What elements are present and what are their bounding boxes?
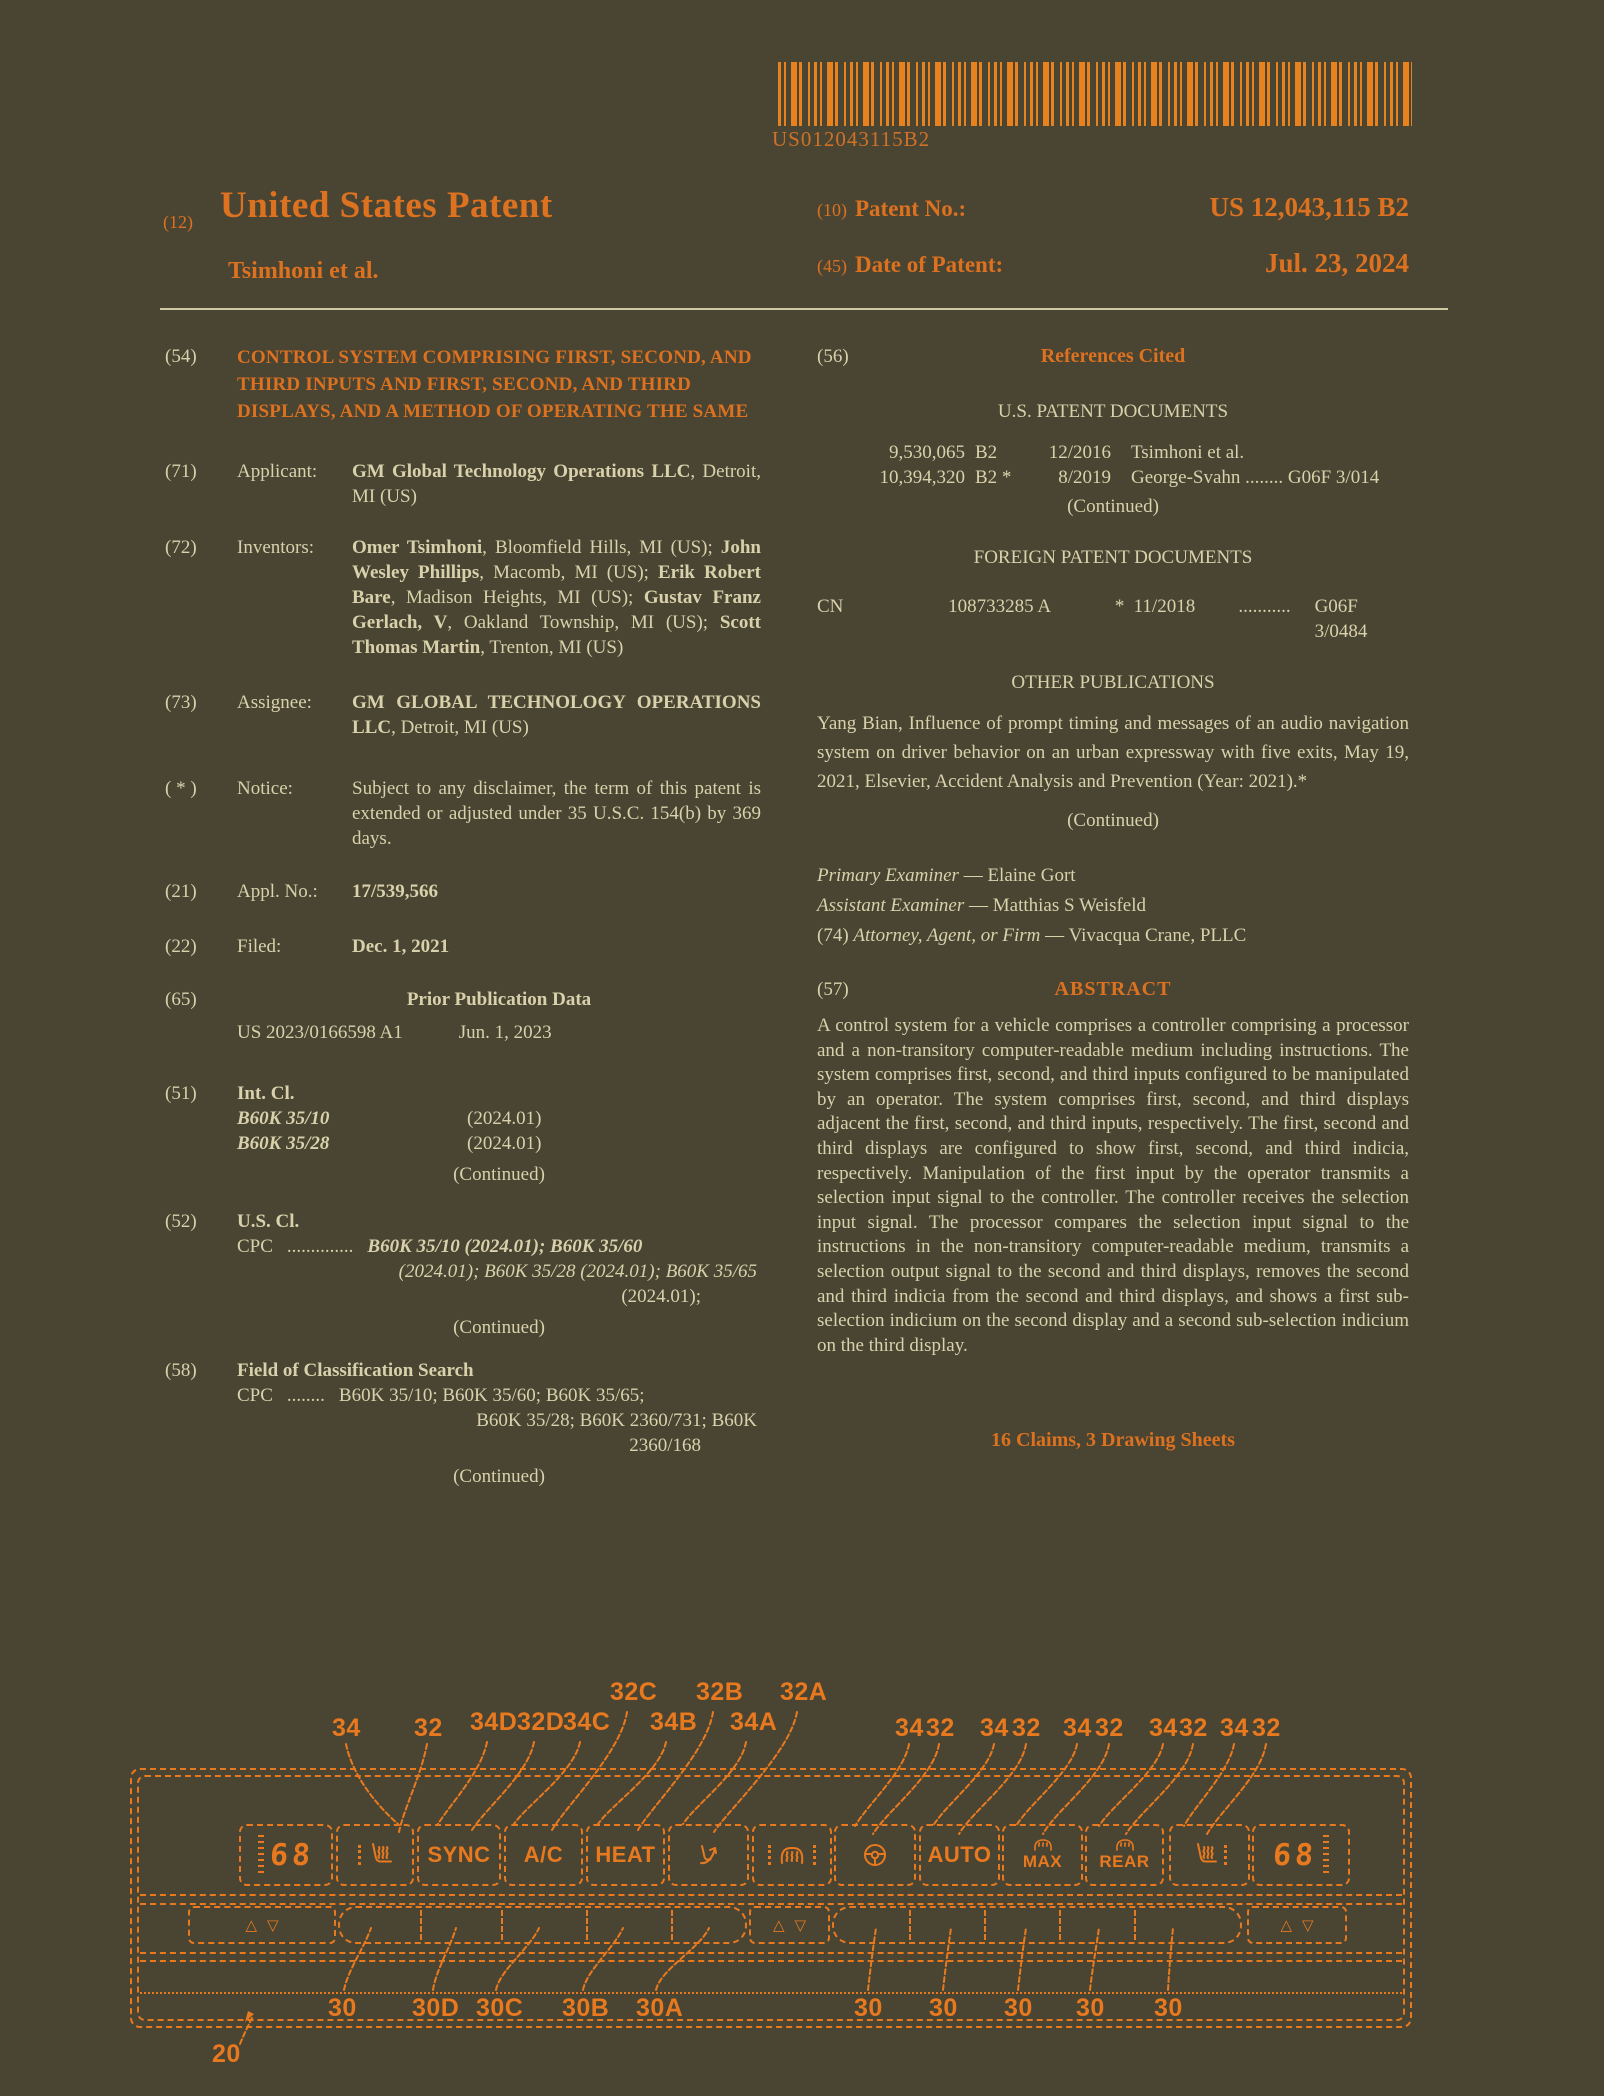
ref-label-panel: 20 — [212, 2040, 241, 2068]
ref-label: 32A — [780, 1678, 828, 1706]
level-dots-icon — [813, 1845, 816, 1865]
seven-segment-value: 68 — [1271, 1837, 1319, 1873]
section-72-inventors — [165, 535, 761, 660]
cpc-line: CPC .............. B60K 35/10 (2024.01); B60K 35/60 — [237, 1236, 643, 1257]
ref-label: 30C — [476, 1994, 524, 2022]
scale-ticks-icon — [1323, 1835, 1329, 1875]
air-distribution-icon — [696, 1842, 722, 1868]
field-number: (22) — [165, 936, 197, 957]
heated-steering-icon — [862, 1842, 888, 1868]
ref-label: 30D — [412, 1994, 460, 2022]
abstract-text: A control system for a vehicle comprises a controller comprising a processor and a non-transitory computer-readable medium including instructions. The system comprises first, second, and third inputs configured to be manipulated by an operator. The system comprises first, second, and third displays adjacent the first, second, and third inputs, respectively. The first, second and third displays are configured to show first, second, and third indicia, respectively. Manipulation of the first input by the operator transmits a selection input signal to the controller. The controller receives the selection input signal. The processor compares the selection input signal to the instructions in the non-transitory computer-readable medium, transmits a selection output signal to the second and third displays, removes the second and third indicia from the second and third displays, and shows a first sub-selection indicium on the second display and a second sub-selection indicium on the third display. — [817, 1015, 1409, 1356]
us-cl-heading: U.S. Cl. — [237, 1211, 300, 1232]
patent-no-value: US 12,043,115 B2 — [1209, 192, 1409, 222]
header-divider — [160, 308, 1448, 310]
section-54-title — [165, 344, 761, 425]
ref-label: 32 — [1179, 1714, 1208, 1742]
prior-publication-row — [237, 1020, 761, 1045]
cpc-line: 2360/168 — [629, 1435, 701, 1456]
appl-no-label: Appl. No.: — [237, 881, 318, 902]
figure-1-control-panel — [0, 1656, 1604, 2096]
field-number: (72) — [165, 537, 197, 558]
control-panel-inner-outline — [137, 1775, 1405, 2021]
section-58-field-of-search — [165, 1358, 761, 1489]
us-patent-row: 9,530,065 B2 12/2016 Tsimhoni et al. — [889, 442, 1245, 463]
cpc-line: (2024.01); B60K 35/28 (2024.01); B60K 35/65 — [398, 1261, 757, 1282]
date-of-patent-label: Date of Patent: — [855, 252, 1004, 277]
field-number-12: (12) — [163, 212, 193, 232]
left-column — [165, 344, 761, 1489]
assignee-label: Assignee: — [237, 692, 312, 713]
references-cited-heading: References Cited — [1040, 345, 1186, 367]
ref-label: 30 — [1004, 1994, 1033, 2022]
temperature-display-right — [1252, 1824, 1350, 1886]
ref-label: 32C — [610, 1678, 658, 1706]
claims-line: 16 Claims, 3 Drawing Sheets — [991, 1429, 1235, 1452]
auto-button: AUTO — [919, 1824, 1000, 1886]
notice-text: Subject to any disclaimer, the term of this patent is extended or adjusted under 35 U.S.C. 154(b) by 369 days. — [352, 778, 761, 849]
prior-publication-heading: Prior Publication Data — [406, 989, 592, 1010]
field-number-10: (10) — [817, 200, 847, 220]
heated-seat-right-button — [1169, 1824, 1250, 1886]
temp-updown-left — [188, 1906, 336, 1944]
continued-note: (Continued) — [453, 1317, 545, 1338]
heated-steering-button — [834, 1824, 916, 1886]
field-number: (58) — [165, 1360, 197, 1381]
right-column — [817, 344, 1409, 1453]
rear-defrost-button: REAR — [1085, 1824, 1164, 1886]
temp-updown-center — [749, 1906, 830, 1944]
ac-button: A/C — [504, 1824, 583, 1886]
section-57-abstract — [817, 977, 1409, 1453]
panel-divider-dotted — [140, 1992, 1402, 1994]
publication-date: Jun. 1, 2023 — [458, 1022, 552, 1043]
down-triangle-icon: ▽ — [794, 1916, 807, 1934]
ref-label: 30B — [562, 1994, 610, 2022]
heated-seat-left-button — [336, 1824, 414, 1886]
level-dots-icon — [768, 1845, 771, 1865]
level-dots-icon — [358, 1845, 361, 1865]
field-number: (57) — [817, 979, 849, 1000]
publication-number: US 2023/0166598 A1 — [237, 1022, 403, 1043]
ref-label: 30A — [636, 1994, 684, 2022]
panel-divider — [140, 1952, 1402, 1954]
section-65-prior-publication — [165, 987, 761, 1045]
ref-label: 34A — [730, 1708, 778, 1736]
int-cl-entry: B60K 35/10 (2024.01) — [237, 1108, 542, 1129]
ref-label: 30 — [1076, 1994, 1105, 2022]
air-distribution-button — [668, 1824, 749, 1886]
cpc-line: (2024.01); — [621, 1286, 701, 1307]
section-56-references — [817, 344, 1409, 369]
scale-ticks-icon — [258, 1835, 264, 1875]
ref-label: 32 — [1095, 1714, 1124, 1742]
patent-no-label: Patent No.: — [855, 196, 967, 221]
ref-label: 32D — [517, 1708, 565, 1736]
barcode — [778, 62, 1412, 126]
field-number: (54) — [165, 346, 197, 367]
appl-no-value: 17/539,566 — [352, 881, 439, 902]
field-number: (21) — [165, 881, 197, 902]
cpc-line: B60K 35/28; B60K 2360/731; B60K — [476, 1410, 757, 1431]
down-triangle-icon: ▽ — [1302, 1916, 1314, 1934]
attorney-line: (74) Attorney, Agent, or Firm — Vivacqua Crane, PLLC — [817, 925, 1247, 946]
primary-examiner-line: Primary Examiner — Elaine Gort — [817, 865, 1076, 886]
foreign-patent-row: CN 108733285 A * 11/2018 ........... G06F 3/0484 — [817, 596, 1368, 642]
ref-label: 30 — [328, 1994, 357, 2022]
assistant-examiner-line: Assistant Examiner — Matthias S Weisfeld — [817, 895, 1147, 916]
defrost-mini-icon — [1114, 1838, 1136, 1851]
section-notice — [165, 776, 761, 851]
date-of-patent-value: Jul. 23, 2024 — [1264, 248, 1409, 278]
ref-label: 34 — [1063, 1714, 1092, 1742]
field-number: (56) — [817, 346, 849, 367]
field-number: (65) — [165, 989, 197, 1010]
max-defrost-button: MAX — [1002, 1824, 1083, 1886]
inventor-byline: Tsimhoni et al. — [228, 258, 379, 284]
patent-date-row — [817, 248, 1409, 279]
heated-seat-icon — [1192, 1842, 1218, 1868]
ref-label: 34 — [332, 1714, 361, 1742]
us-patent-documents-heading: U.S. PATENT DOCUMENTS — [997, 401, 1229, 422]
up-triangle-icon: △ — [245, 1916, 257, 1934]
foreign-patent-documents-heading: FOREIGN PATENT DOCUMENTS — [973, 547, 1253, 568]
cpc-line: CPC ........ B60K 35/10; B60K 35/60; B60K 35/65; — [237, 1385, 645, 1406]
level-dots-icon — [1224, 1845, 1227, 1865]
ref-label: 30 — [1154, 1994, 1183, 2022]
other-publications-text: Yang Bian, Influence of prompt timing and messages of an audio navigation system on driver behavior on an urban expressway with five exits, May 19, 2021, Elsevier, Accident Analysis and Prevention (Year: 2021).* — [817, 713, 1409, 792]
field-search-heading: Field of Classification Search — [237, 1360, 474, 1381]
rocker-strip-right — [832, 1906, 1242, 1944]
field-number: (52) — [165, 1211, 197, 1232]
ref-label: 30 — [929, 1994, 958, 2022]
section-71-applicant — [165, 459, 761, 509]
field-number: (71) — [165, 461, 197, 482]
ref-label: 34D — [470, 1708, 518, 1736]
up-triangle-icon: △ — [772, 1916, 785, 1934]
inventors-label: Inventors: — [237, 537, 315, 558]
up-triangle-icon: △ — [1280, 1916, 1292, 1934]
ref-label: 34C — [563, 1708, 611, 1736]
rocker-strip-left — [338, 1906, 747, 1944]
ref-label: 32 — [1012, 1714, 1041, 1742]
us-patent-row: 10,394,320 B2 * 8/2019 George-Svahn ........ G06F 3/014 — [879, 467, 1380, 488]
ref-label: 32B — [696, 1678, 744, 1706]
front-defrost-button — [752, 1824, 832, 1886]
ref-label: 34 — [1220, 1714, 1249, 1742]
section-21-appl-no — [165, 879, 761, 904]
applicant-text: GM Global Technology Operations LLC, Detroit, MI (US) — [352, 461, 761, 507]
ref-label: 32 — [414, 1714, 443, 1742]
defrost-mini-icon — [1032, 1838, 1054, 1851]
continued-note: (Continued) — [1067, 810, 1159, 831]
temp-updown-right — [1247, 1906, 1347, 1944]
inventors-text: Omer Tsimhoni, Bloomfield Hills, MI (US); John Wesley Phillips, Macomb, MI (US); Erik Robert Bare, Madison Heights, MI (US); Gustav Franz Gerlach, V, Oakland Township, MI (US); Scott Thomas Martin, Trenton, MI (US) — [352, 537, 761, 658]
field-number: (73) — [165, 692, 197, 713]
continued-note: (Continued) — [453, 1466, 545, 1487]
section-73-assignee — [165, 690, 761, 740]
panel-divider — [140, 1903, 1402, 1905]
ref-label: 34 — [895, 1714, 924, 1742]
ref-label: 34B — [650, 1708, 698, 1736]
examiners-block — [817, 861, 1409, 951]
notice-label: Notice: — [237, 778, 293, 799]
ref-label: 34 — [1149, 1714, 1178, 1742]
seven-segment-value: 68 — [268, 1837, 316, 1873]
invention-title: CONTROL SYSTEM COMPRISING FIRST, SECOND, AND THIRD INPUTS AND FIRST, SECOND, AND THIRD DISPLAYS, AND A METHOD OF OPERATING THE SAME — [237, 347, 752, 422]
section-51-int-cl — [165, 1081, 761, 1187]
sync-button: SYNC — [417, 1824, 501, 1886]
panel-divider — [140, 1894, 1402, 1896]
heated-seat-icon — [367, 1842, 393, 1868]
other-publications-heading: OTHER PUBLICATIONS — [1011, 672, 1215, 693]
section-52-us-cl — [165, 1209, 761, 1340]
panel-divider — [140, 1960, 1402, 1962]
front-defrost-icon — [777, 1843, 807, 1867]
field-number: ( * ) — [165, 778, 197, 799]
filed-label: Filed: — [237, 936, 282, 957]
patent-number-row — [817, 192, 1409, 223]
continued-note: (Continued) — [1067, 496, 1159, 517]
filed-value: Dec. 1, 2021 — [352, 936, 450, 957]
down-triangle-icon: ▽ — [267, 1916, 279, 1934]
ref-label: 32 — [1252, 1714, 1281, 1742]
document-title: United States Patent — [220, 185, 553, 226]
ref-label: 32 — [926, 1714, 955, 1742]
ref-label: 34 — [980, 1714, 1009, 1742]
int-cl-heading: Int. Cl. — [237, 1083, 295, 1104]
abstract-heading: ABSTRACT — [1054, 978, 1172, 1000]
section-22-filed — [165, 934, 761, 959]
continued-note: (Continued) — [453, 1164, 545, 1185]
field-number-45: (45) — [817, 256, 847, 276]
field-number: (51) — [165, 1083, 197, 1104]
barcode-text: US012043115B2 — [772, 127, 931, 151]
control-panel-outline — [130, 1768, 1412, 2028]
applicant-label: Applicant: — [237, 461, 318, 482]
ref-label: 30 — [854, 1994, 883, 2022]
assignee-text: GM GLOBAL TECHNOLOGY OPERATIONS LLC, Detroit, MI (US) — [352, 692, 761, 738]
heat-button: HEAT — [586, 1824, 665, 1886]
int-cl-entry: B60K 35/28 (2024.01) — [237, 1133, 542, 1154]
temperature-display-left — [239, 1824, 333, 1886]
